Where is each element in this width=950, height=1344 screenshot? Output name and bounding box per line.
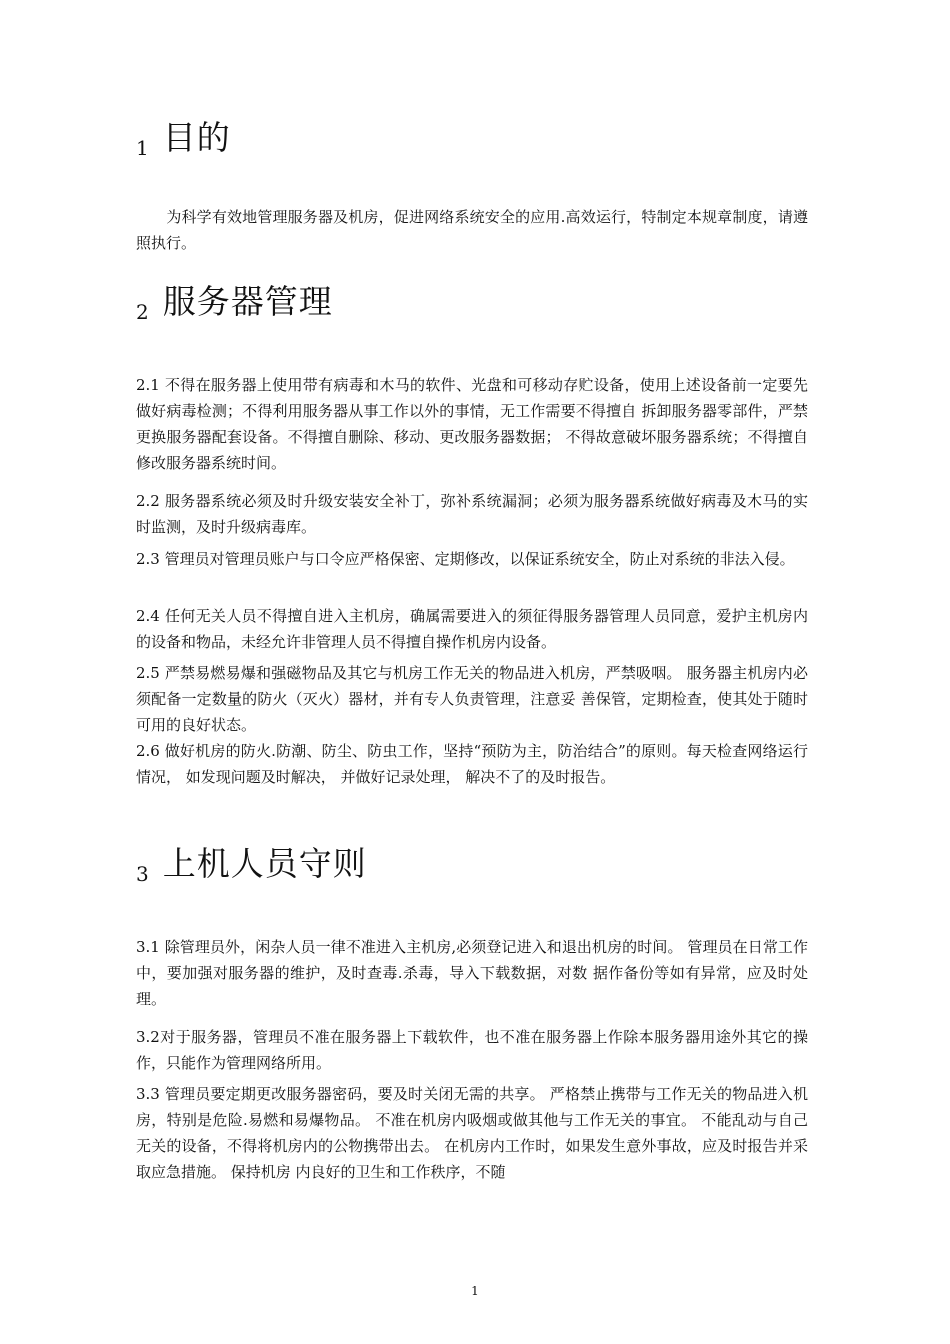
section-number: 2 xyxy=(136,300,149,324)
paragraph: 2.1 不得在服务器上使用带有病毒和木马的软件、光盘和可移动存贮设备，使用上述设备前一定要先做好病毒检测；不得利用服务器从事工作以外的事情，无工作需要不得擅自 拆卸服务器零部件，严禁更换服务器配套设备。不得擅自删除、移动、更改服务器数据； 不得故意破坏服务器系统；不得擅自修改服务器系统时间。 xyxy=(136,376,808,472)
paragraph: 为科学有效地管理服务器及机房，促进网络系统安全的应用.高效运行，特制定本规章制度，请遵照执行。 xyxy=(136,208,808,252)
section-number: 1 xyxy=(136,136,149,160)
section-title: 服务器管理 xyxy=(162,282,333,321)
section-title: 上机人员守则 xyxy=(162,844,367,883)
paragraph: 3.3 管理员要定期更改服务器密码，要及时关闭无需的共享。 严格禁止携带与工作无关的物品进入机房，特别是危险.易燃和易爆物品。 不准在机房内吸烟或做其他与工作无关的事宜。 不能乱动与自己无关的设备，不得将机房内的公物携带出去。 在机房内工作时，如果发生意外事故，应及时报告并采取应急措施。 保持机房 内良好的卫生和工作秩序，不随 xyxy=(136,1085,808,1181)
section-heading-2 xyxy=(136,276,333,323)
paragraph: 2.3 管理员对管理员账户与口令应严格保密、定期修改，以保证系统安全，防止对系统的非法入侵。 xyxy=(136,550,795,568)
section-number: 3 xyxy=(136,862,149,886)
paragraph: 2.6 做好机房的防火.防潮、防尘、防虫工作，坚持“预防为主，防治结合”的原则。每天检查网络运行情况， 如发现问题及时解决， 并做好记录处理， 解决不了的及时报告。 xyxy=(136,742,808,786)
page-number: 1 xyxy=(471,1284,479,1298)
section-title: 目的 xyxy=(162,118,231,157)
paragraph: 3.2对于服务器，管理员不准在服务器上下载软件，也不准在服务器上作除本服务器用途外其它的操作，只能作为管理网络所用。 xyxy=(136,1028,808,1072)
paragraph: 2.5 严禁易燃易爆和强磁物品及其它与机房工作无关的物品进入机房，严禁吸咽。 服务器主机房内必须配备一定数量的防火（灭火）器材，并有专人负责管理，注意妥 善保管，定期检查，使其处于随时可用的良好状态。 xyxy=(136,664,808,734)
paragraph: 2.4 任何无关人员不得擅自进入主机房，确属需要进入的须征得服务器管理人员同意，爱护主机房内的设备和物品，未经允许非管理人员不得擅自操作机房内设备。 xyxy=(136,607,808,651)
section-heading-3 xyxy=(136,838,367,885)
paragraph: 2.2 服务器系统必须及时升级安装安全补丁，弥补系统漏洞；必须为服务器系统做好病毒及木马的实时监测，及时升级病毒库。 xyxy=(136,492,808,536)
paragraph: 3.1 除管理员外，闲杂人员一律不准进入主机房,必须登记进入和退出机房的时间。 管理员在日常工作中，要加强对服务器的维护，及时查毒.杀毒，导入下载数据，对数 据作备份等如有异常，应及时处理。 xyxy=(136,938,808,1008)
section-heading-1 xyxy=(136,112,231,159)
